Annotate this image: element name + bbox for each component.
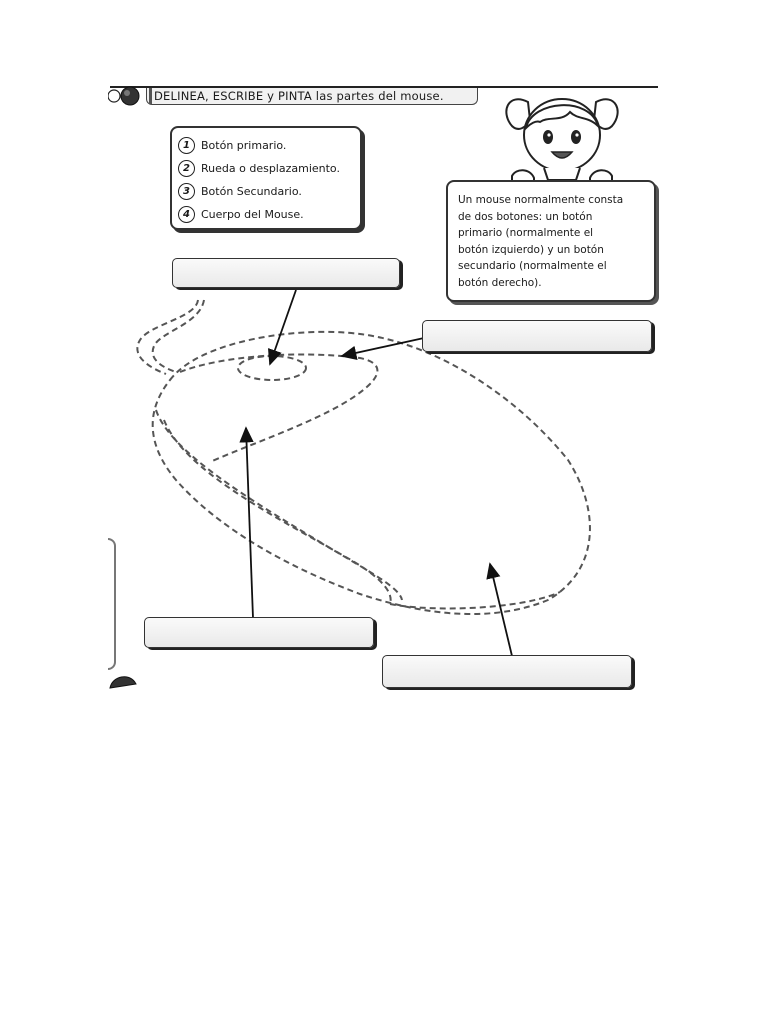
info-line: de dos botones: un botón — [458, 210, 593, 223]
page-edge-bracket — [108, 538, 116, 670]
mouse-bottom-edge — [390, 592, 560, 608]
answer-box[interactable] — [382, 655, 632, 688]
side-groove — [156, 410, 402, 600]
info-line: Un mouse normalmente consta — [458, 194, 624, 206]
button-divider-line — [180, 354, 377, 462]
legend-label: Botón Secundario. — [201, 185, 302, 198]
side-groove — [164, 420, 391, 604]
info-line: botón izquierdo) y un botón — [458, 243, 604, 256]
legend-label: Rueda o desplazamiento. — [201, 162, 340, 175]
info-line: primario (normalmente el — [458, 227, 594, 239]
info-line: botón derecho). — [458, 276, 542, 289]
arrow-to-body — [490, 564, 512, 656]
arrow-to-wheel — [270, 290, 296, 364]
answer-box[interactable] — [172, 258, 400, 288]
arrow-to-left-button — [246, 428, 253, 618]
legend-number: 2 — [178, 160, 195, 177]
legend-number: 3 — [178, 183, 195, 200]
answer-box[interactable] — [144, 617, 374, 648]
legend-number: 4 — [178, 206, 195, 223]
legend-label: Botón primario. — [201, 139, 287, 152]
answer-box[interactable] — [422, 320, 652, 352]
page-title: DELINEA, ESCRIBE y PINTA las partes del mouse. — [154, 89, 444, 103]
legend-number: 1 — [178, 137, 195, 154]
legend-label: Cuerpo del Mouse. — [201, 208, 304, 221]
info-line: secundario (normalmente el — [458, 260, 607, 272]
mouse-cable — [153, 300, 204, 372]
